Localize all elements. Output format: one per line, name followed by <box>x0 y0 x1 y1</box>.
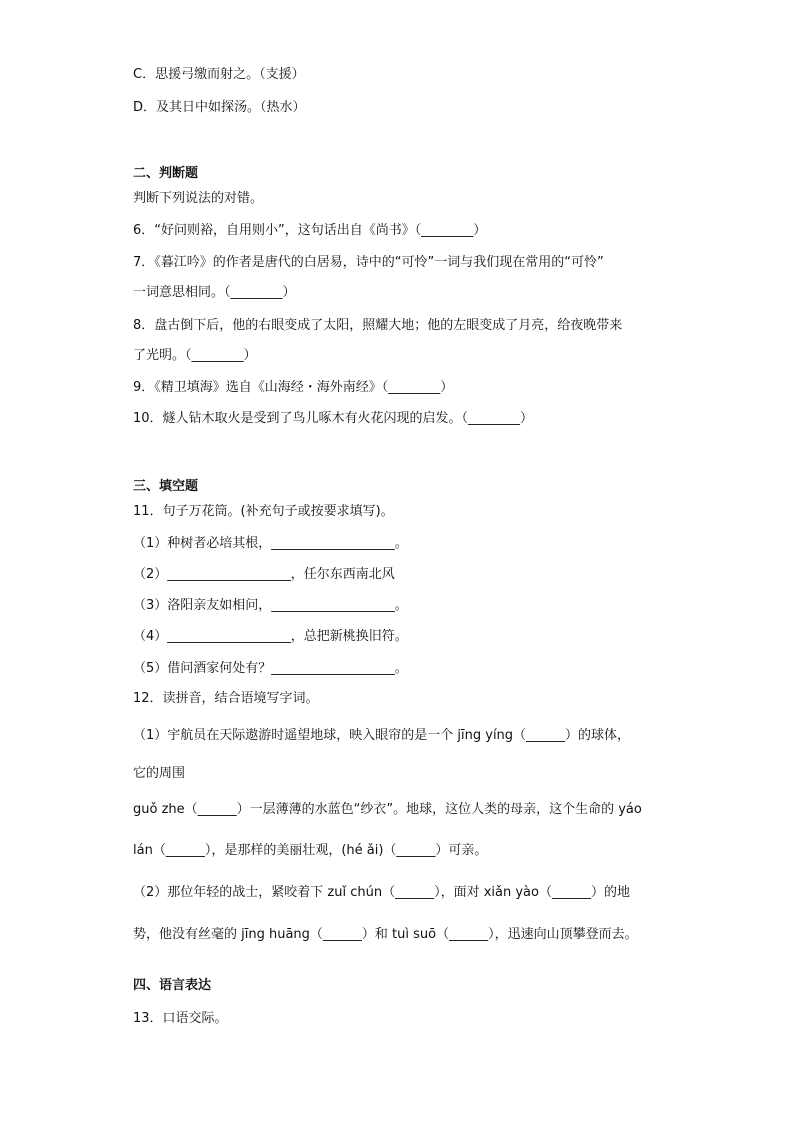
question-11-item-5: （5）借问酒家何处有？___________________。 <box>133 661 408 676</box>
question-12: 12．读拼音，结合语境写字词。 <box>133 691 319 706</box>
question-10: 10．燧人钻木取火是受到了鸟儿啄木有火花闪现的启发。（________） <box>133 411 534 426</box>
question-6: 6．“好问则裕，自用则小”，这句话出自《尚书》（________） <box>133 223 487 238</box>
question-11-item-2: （2）___________________，任尔东西南北风 <box>133 567 395 582</box>
question-8-line2: 了光明。（________） <box>133 348 257 363</box>
question-7-line1: 7．《暮江吟》的作者是唐代的白居易，诗中的“可怜”一词与我们现在常用的“可怜” <box>133 255 604 270</box>
section-instruction: 判断下列说法的对错。 <box>133 191 264 206</box>
section-title-fill: 三、填空题 <box>133 479 199 494</box>
question-11-item-1: （1）种树者必培其根，___________________。 <box>133 536 408 551</box>
option-c: C．思援弓缴而射之。（支援） <box>133 67 305 82</box>
section-title-expression: 四、语言表达 <box>133 978 212 993</box>
option-d: D．及其日中如探汤。（热水） <box>133 100 306 115</box>
question-9: 9．《精卫填海》选自《山海经・海外南经》（________） <box>133 380 454 395</box>
question-12-1-line4: lán（______），是那样的美丽壮观，(hé ǎi)（______）可亲。 <box>133 843 488 858</box>
question-12-2-line1: （2）那位年轻的战士，紧咬着下 zuǐ chún（______），面对 xiǎn yào（______）的地 <box>133 885 630 900</box>
question-12-1-line1: （1）宇航员在天际遨游时遥望地球，映入眼帘的是一个 jīng yíng（______）的球体， <box>133 728 631 743</box>
section-title-judgement: 二、判断题 <box>133 166 199 181</box>
question-13: 13．口语交际。 <box>133 1011 228 1026</box>
question-8-line1: 8．盘古倒下后，他的右眼变成了太阳，照耀大地；他的左眼变成了月亮，给夜晚带来 <box>133 318 623 333</box>
question-12-1-line2: 它的周围 <box>133 766 186 781</box>
question-11: 11．句子万花筒。(补充句子或按要求填写)。 <box>133 504 394 519</box>
question-11-item-3: （3）洛阳亲友如相问，___________________。 <box>133 598 408 613</box>
question-12-1-line3: guǒ zhe（______）一层薄薄的水蓝色“纱衣”。地球，这位人类的母亲，这个生命的 yáo <box>133 802 642 817</box>
question-12-2-line2: 势，他没有丝毫的 jīng huāng（______）和 tuì suō（______），迅速向山顶攀登而去。 <box>133 927 638 942</box>
question-11-item-4: （4）___________________，总把新桃换旧符。 <box>133 629 408 644</box>
question-7-line2: 一词意思相同。（________） <box>133 285 296 300</box>
